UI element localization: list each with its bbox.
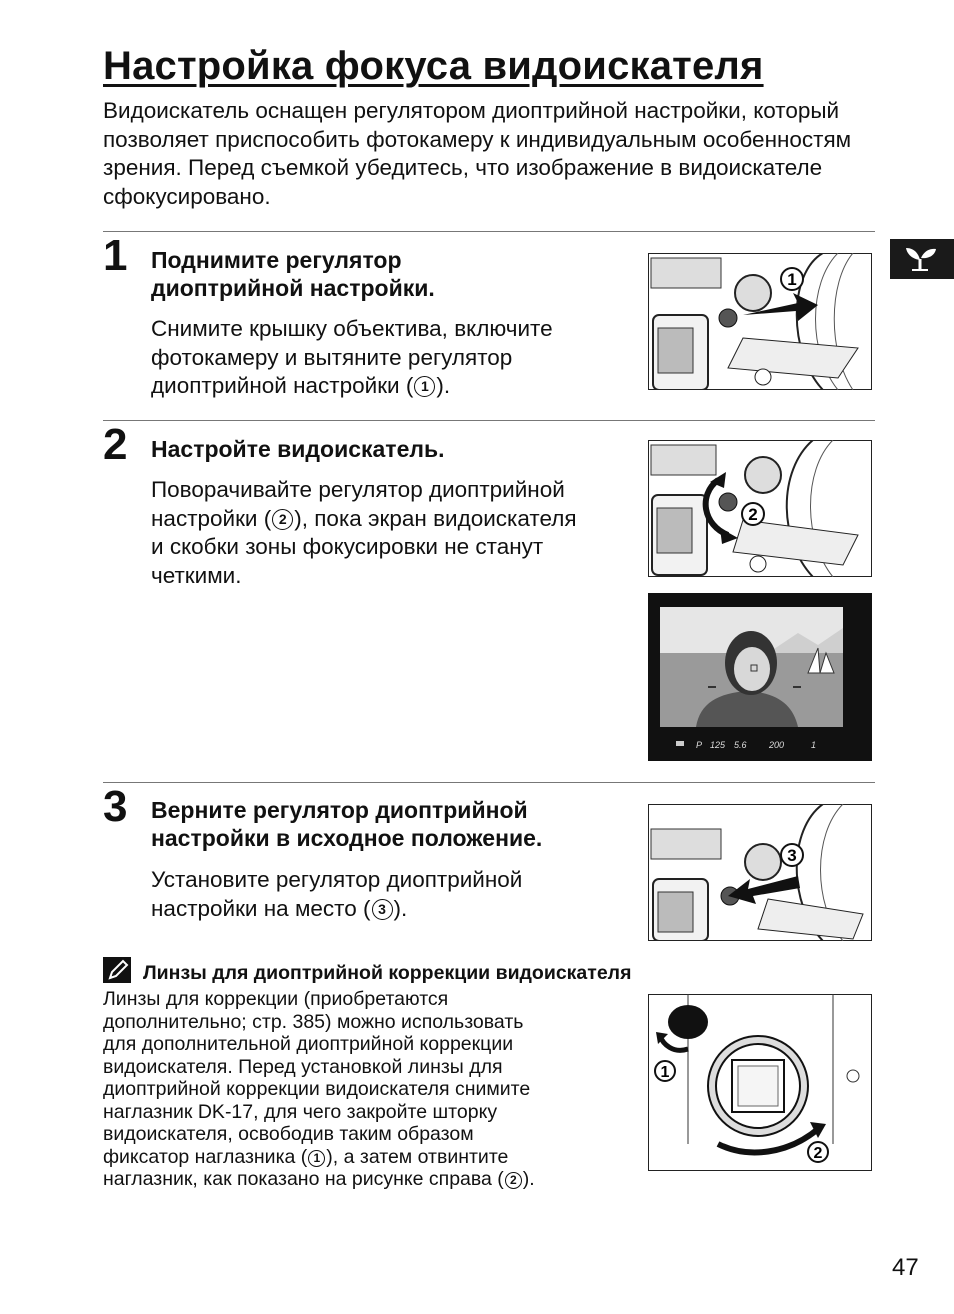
step-heading-line: настройки в исходное положение. bbox=[151, 825, 543, 851]
figure-marker: 2 bbox=[813, 1145, 823, 1162]
circled-number: 1 bbox=[414, 376, 435, 397]
step-number: 2 bbox=[103, 420, 128, 469]
viewfinder-frames: 1 bbox=[811, 740, 817, 750]
step-body bbox=[151, 866, 522, 923]
note-line: дополнительно; стр. 385) можно использовать bbox=[103, 1010, 524, 1033]
viewfinder-figure bbox=[648, 593, 872, 761]
text-span: диоптрийной настройки ( bbox=[151, 373, 414, 398]
text-span: наглазник, как показано на рисунке справа ( bbox=[103, 1168, 504, 1190]
viewfinder-aperture: 5.6 bbox=[734, 740, 747, 750]
af-icon bbox=[676, 741, 684, 746]
step-heading-line: Поднимите регулятор bbox=[151, 247, 402, 273]
note-line: Линзы для коррекции (приобретаются bbox=[103, 988, 449, 1010]
divider bbox=[103, 420, 875, 421]
text-span: ). bbox=[522, 1168, 535, 1190]
figure-marker: 1 bbox=[660, 1064, 670, 1081]
page-title: Настройка фокуса видоискателя bbox=[103, 44, 764, 88]
viewfinder-shutter: 125 bbox=[710, 740, 726, 750]
note-line: видоискателя. Перед установкой линзы для bbox=[103, 1055, 503, 1078]
note-body bbox=[103, 988, 613, 1191]
step-body bbox=[151, 476, 577, 590]
step-body-line: Установите регулятор диоптрийной bbox=[151, 867, 523, 892]
text-span: ). bbox=[393, 895, 408, 921]
step-body-line bbox=[151, 505, 577, 534]
step-body-line: и скобки зоны фокусировки не станут bbox=[151, 534, 544, 559]
step-heading bbox=[151, 796, 542, 852]
note-line bbox=[103, 1168, 613, 1191]
camera-figure-1 bbox=[648, 253, 872, 390]
step-body-line bbox=[151, 372, 553, 401]
viewfinder-mode: P bbox=[696, 740, 703, 750]
note-line: диоптрийной коррекции видоискателя снимите bbox=[103, 1078, 531, 1100]
camera-figure-3 bbox=[648, 804, 872, 941]
step-heading bbox=[151, 246, 435, 302]
figure-marker: 3 bbox=[787, 846, 797, 865]
note-line: видоискателя, освободив таким образом bbox=[103, 1123, 474, 1145]
text-span: ), а затем отвинтите bbox=[326, 1145, 509, 1168]
text-span: настройки ( bbox=[151, 505, 272, 531]
circled-number: 2 bbox=[505, 1172, 522, 1189]
step-heading-line: Верните регулятор диоптрийной bbox=[151, 797, 528, 823]
circled-number: 1 bbox=[308, 1150, 325, 1167]
eyepiece-figure bbox=[648, 994, 872, 1171]
text-span: фиксатор наглазника ( bbox=[103, 1145, 308, 1168]
circled-number: 2 bbox=[272, 509, 293, 530]
page-number: 47 bbox=[892, 1254, 919, 1281]
step-body-line: четкими. bbox=[151, 562, 242, 588]
viewfinder-iso: 200 bbox=[769, 740, 785, 750]
note-title: Линзы для диоптрийной коррекции видоискателя bbox=[143, 962, 632, 984]
pencil-note-icon bbox=[103, 957, 131, 983]
figure-marker: 2 bbox=[748, 505, 758, 524]
step-heading-line: диоптрийной настройки. bbox=[151, 275, 435, 301]
step-number: 1 bbox=[103, 231, 128, 280]
step-body bbox=[151, 315, 553, 401]
divider bbox=[103, 782, 875, 783]
note-line: для дополнительной диоптрийной коррекции bbox=[103, 1033, 514, 1055]
text-span: ). bbox=[436, 373, 451, 398]
intro-paragraph: Видоискатель оснащен регулятором диоптрийной настройки, который позволяет приспособить фотокамеру к индивидуальным особенностям зрения. Перед съемкой убедитесь, что изображение в видоискателе сфокусировано. bbox=[103, 98, 852, 209]
sprout-icon bbox=[890, 239, 954, 279]
circled-number: 3 bbox=[372, 899, 393, 920]
step-body-line: Поворачивайте регулятор диоптрийной bbox=[151, 477, 565, 502]
section-tab bbox=[890, 239, 954, 279]
note-line: наглазник DK-17, для чего закройте шторку bbox=[103, 1100, 498, 1123]
step-body-line: фотокамеру и вытяните регулятор bbox=[151, 344, 513, 370]
camera-figure-2 bbox=[648, 440, 872, 577]
divider bbox=[103, 231, 875, 232]
text-span: ), пока экран видоискателя bbox=[294, 505, 577, 531]
step-body-line: Снимите крышку объектива, включите bbox=[151, 316, 553, 341]
figure-marker: 1 bbox=[787, 270, 797, 289]
step-number: 3 bbox=[103, 782, 128, 831]
text-span: настройки на место ( bbox=[151, 895, 371, 921]
step-body-line bbox=[151, 895, 522, 924]
note-line bbox=[103, 1146, 613, 1169]
step-heading: Настройте видоискатель. bbox=[151, 436, 445, 462]
